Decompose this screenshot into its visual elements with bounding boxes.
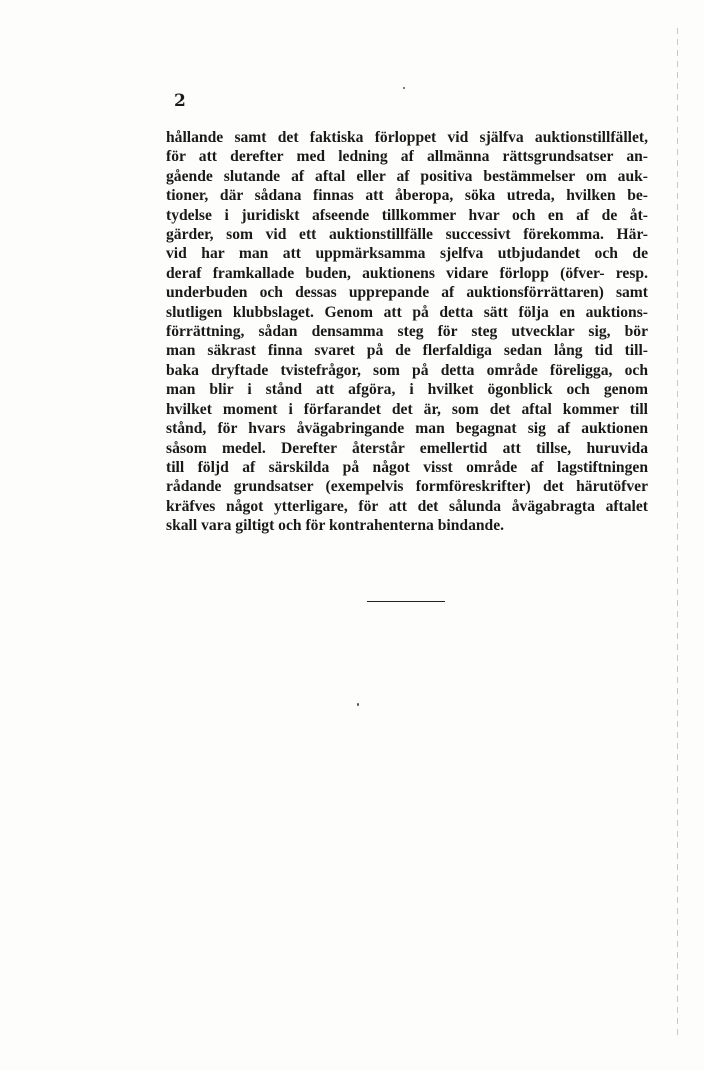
- text-line: till följd af särskilda på något visst område af lagstiftningen: [166, 458, 648, 476]
- text-line: kräfves något ytterligare, för att det sålunda åvägabragta aftalet: [166, 497, 648, 515]
- text-line: såsom medel. Derefter återstår emellertid att tillse, huruvida: [166, 439, 648, 457]
- section-end-rule: [367, 601, 445, 602]
- page-number: 2: [174, 91, 186, 111]
- text-line: underbuden och dessas upprepande af auktionsförrättaren) samt: [166, 284, 648, 302]
- text-line: hållande samt det faktiska förloppet vid själfva auktionstillfället,: [166, 129, 648, 146]
- text-line: man säkrast finna svaret på de flerfaldiga sedan lång tid till-: [166, 342, 648, 360]
- text-line: hvilket moment i förfarandet det är, som det aftal kommer till: [166, 400, 648, 418]
- text-line: tydelse i juridiskt afseende tillkommer hvar och en af de åt-: [166, 206, 648, 224]
- text-line: rådande grundsatser (exempelvis formföreskrifter) det härutöfver: [166, 478, 648, 496]
- print-speck: [357, 703, 359, 706]
- text-line: baka dryftade tvistefrågor, som på detta område föreligga, och: [166, 361, 648, 379]
- text-line: skall vara giltigt och för kontrahenterna bindande.: [166, 517, 505, 535]
- text-line: vid har man att uppmärksamma sjelfva utbjudandet och de: [166, 245, 648, 263]
- text-line: förrättning, sådan densamma steg för steg utvecklar sig, bör: [166, 323, 648, 341]
- text-line: deraf framkallade buden, auktionens vidare förlopp (öfver- resp.: [166, 264, 648, 282]
- text-line: slutligen klubbslaget. Genom att på detta sätt följa en auktions-: [166, 303, 648, 321]
- text-line: för att derefter med ledning af allmänna rättsgrundsatser an-: [166, 148, 648, 166]
- text-line: gående slutande af aftal eller af positiva bestämmelser om auk-: [166, 167, 648, 185]
- text-line: stånd, för hvars åvägabringande man begagnat sig af auktionen: [166, 420, 648, 438]
- text-line: gärder, som vid ett auktionstillfälle successivt förekomma. Här-: [166, 226, 648, 244]
- text-line: man blir i stånd att afgöra, i hvilket ögonblick och genom: [166, 381, 648, 399]
- page-edge-shadow: [677, 28, 678, 1038]
- text-line: tioner, där sådana finnas att åberopa, söka utreda, hvilken be-: [166, 187, 648, 205]
- body-paragraph: [166, 128, 648, 536]
- print-speck: [403, 87, 405, 89]
